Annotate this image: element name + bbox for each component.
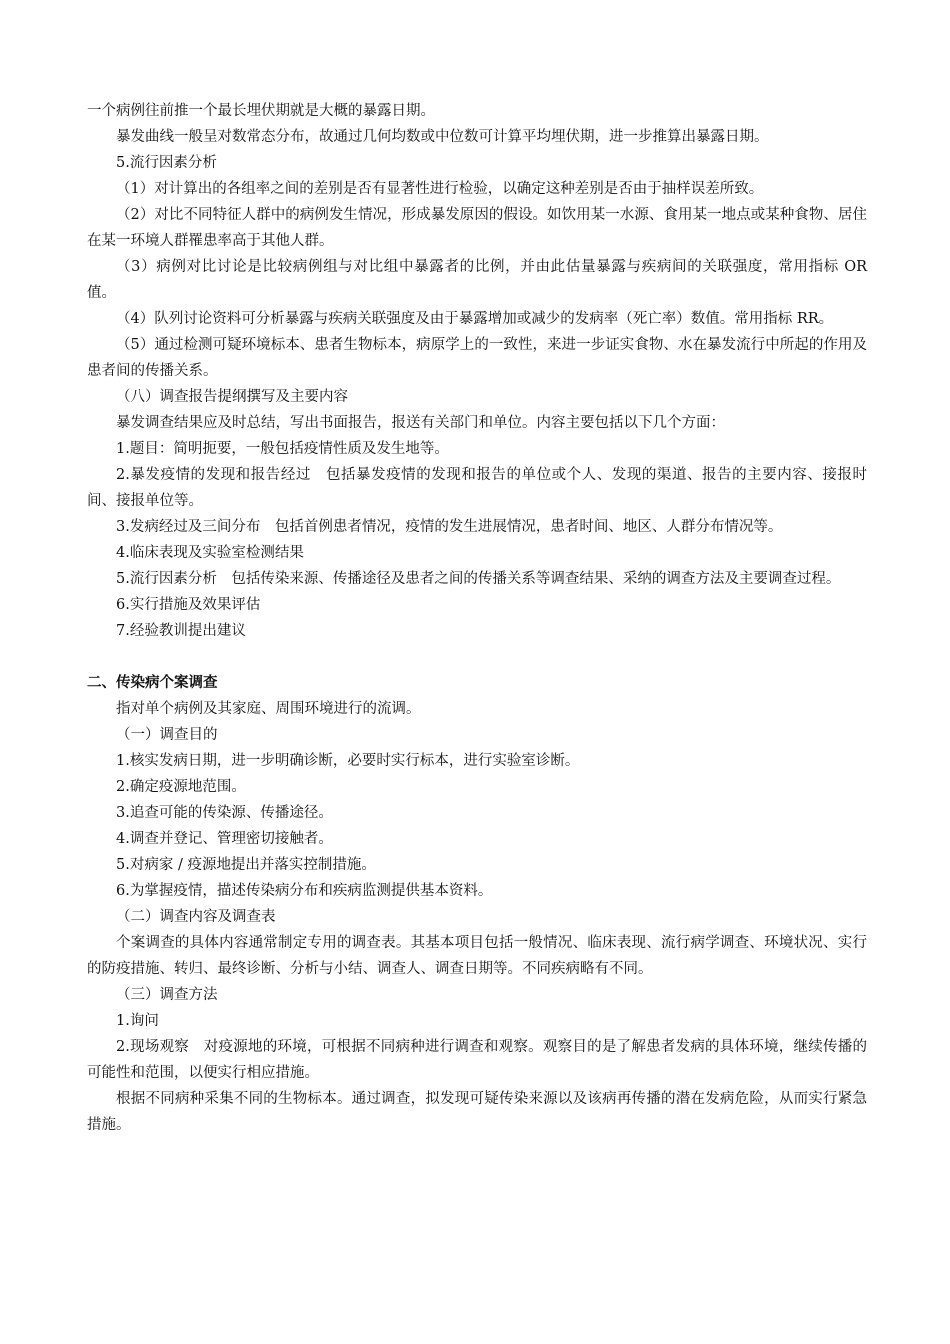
paragraph: 4.调查并登记、管理密切接触者。 bbox=[116, 831, 333, 847]
paragraph: 2.现场观察 对疫源地的环境，可根据不同病种进行调查和观察。观察目的是了解患者发病的具体环境，继续传播的可能性和范围，以便实行相应措施。 bbox=[87, 1039, 867, 1081]
paragraph: 暴发曲线一般呈对数常态分布，故通过几何均数或中位数可计算平均埋伏期，进一步推算出暴露日期。 bbox=[116, 129, 769, 145]
paragraph: （1）对计算出的各组率之间的差别是否有显著性进行检验，以确定这种差别是否由于抽样误差所致。 bbox=[116, 181, 764, 197]
paragraph: （4）队列讨论资料可分析暴露与疾病关联强度及由于暴露增加或减少的发病率（死亡率）数值。常用指标 RR。 bbox=[116, 311, 834, 327]
paragraph: 2.暴发疫情的发现和报告经过 包括暴发疫情的发现和报告的单位或个人、发现的渠道、报告的主要内容、接报时间、接报单位等。 bbox=[87, 467, 867, 509]
paragraph: 1.核实发病日期，进一步明确诊断，必要时实行标本，进行实验室诊断。 bbox=[116, 753, 580, 769]
paragraph: （八）调查报告提纲撰写及主要内容 bbox=[116, 389, 348, 405]
paragraph: （三）调查方法 bbox=[116, 987, 218, 1003]
paragraph: 1.题目：简明扼要，一般包括疫情性质及发生地等。 bbox=[116, 441, 449, 457]
paragraph: （二）调查内容及调查表 bbox=[116, 909, 276, 925]
paragraph: 5.对病家 / 疫源地提出并落实控制措施。 bbox=[116, 857, 376, 873]
paragraph: 5.流行因素分析 bbox=[116, 155, 217, 171]
paragraph: 6.实行措施及效果评估 bbox=[116, 597, 261, 613]
paragraph: 一个病例往前推一个最长埋伏期就是大概的暴露日期。 bbox=[87, 103, 435, 119]
paragraph: 7.经验教训提出建议 bbox=[116, 623, 246, 639]
section-heading: 二、传染病个案调查 bbox=[87, 674, 218, 691]
paragraph: 3.发病经过及三间分布 包括首例患者情况，疫情的发生进展情况，患者时间、地区、人群分布情况等。 bbox=[116, 519, 783, 535]
paragraph: （5）通过检测可疑环境标本、患者生物标本，病原学上的一致性，来进一步证实食物、水在暴发流行中所起的作用及患者间的传播关系。 bbox=[87, 337, 867, 379]
paragraph: （一）调查目的 bbox=[116, 727, 218, 743]
section-outbreak-investigation bbox=[87, 98, 867, 644]
paragraph: 6.为掌握疫情，描述传染病分布和疾病监测提供基本资料。 bbox=[116, 883, 493, 899]
document-page bbox=[87, 98, 867, 1138]
paragraph: （3）病例对比讨论是比较病例组与对比组中暴露者的比例，并由此估量暴露与疾病间的关联强度，常用指标 OR 值。 bbox=[87, 259, 867, 301]
spacer bbox=[87, 644, 867, 670]
section-case-investigation bbox=[87, 696, 867, 1138]
paragraph: 指对单个病例及其家庭、周围环境进行的流调。 bbox=[116, 701, 421, 717]
paragraph: 5.流行因素分析 包括传染来源、传播途径及患者之间的传播关系等调查结果、采纳的调查方法及主要调查过程。 bbox=[116, 571, 841, 587]
paragraph: 4.临床表现及实验室检测结果 bbox=[116, 545, 304, 561]
paragraph: 3.追查可能的传染源、传播途径。 bbox=[116, 805, 333, 821]
paragraph: 2.确定疫源地范围。 bbox=[116, 779, 246, 795]
paragraph: 暴发调查结果应及时总结，写出书面报告，报送有关部门和单位。内容主要包括以下几个方面： bbox=[116, 415, 725, 431]
paragraph: 1.询问 bbox=[116, 1013, 159, 1029]
paragraph: 根据不同病种采集不同的生物标本。通过调查，拟发现可疑传染来源以及该病再传播的潜在发病危险，从而实行紧急措施。 bbox=[87, 1091, 867, 1133]
paragraph: 个案调查的具体内容通常制定专用的调查表。其基本项目包括一般情况、临床表现、流行病学调查、环境状况、实行的防疫措施、转归、最终诊断、分析与小结、调查人、调查日期等。不同疾病略有不同。 bbox=[87, 935, 867, 977]
paragraph: （2）对比不同特征人群中的病例发生情况，形成暴发原因的假设。如饮用某一水源、食用某一地点或某种食物、居住在某一环境人群罹患率高于其他人群。 bbox=[87, 207, 867, 249]
